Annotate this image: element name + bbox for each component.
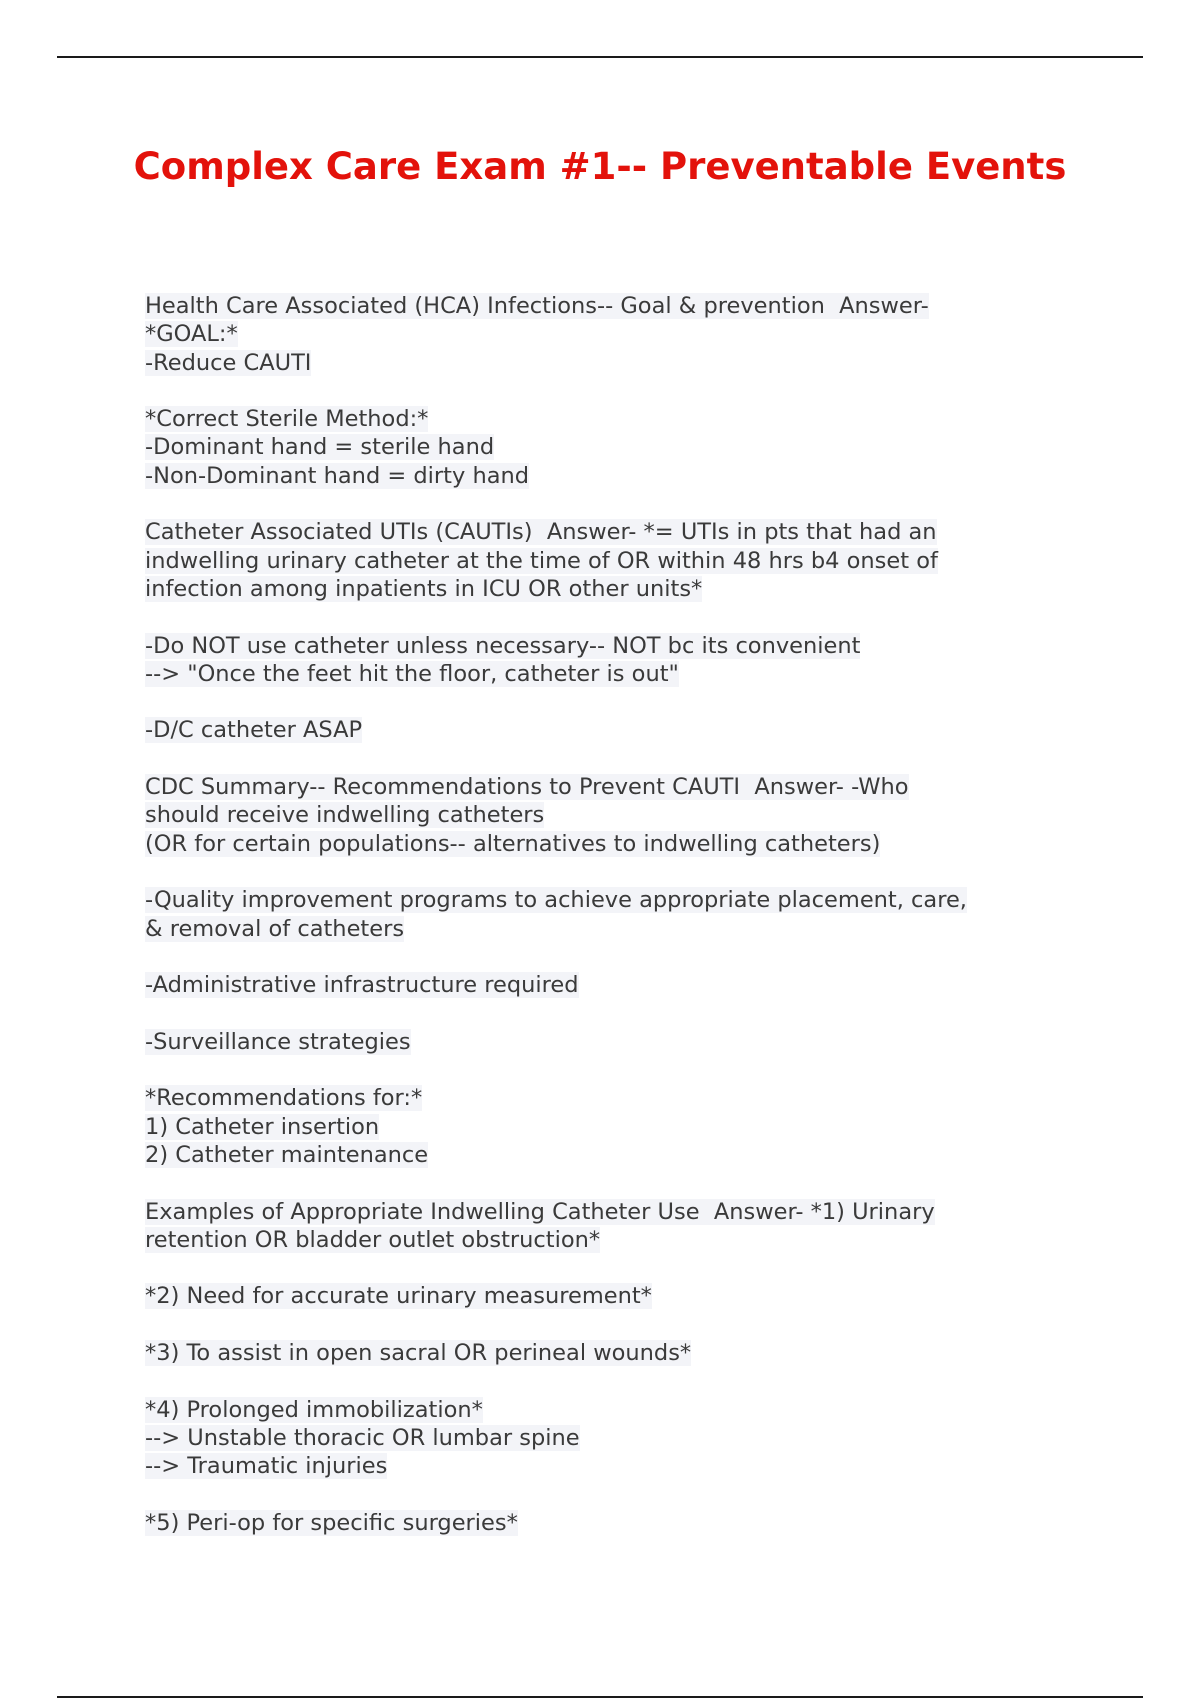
text-line-row — [145, 547, 1045, 575]
text-line-row — [145, 1452, 1045, 1480]
text-line: -Do NOT use catheter unless necessary-- NOT bc its convenient — [145, 632, 861, 659]
flashcard-block — [145, 405, 1045, 490]
text-line-row — [145, 801, 1045, 829]
text-line: Health Care Associated (HCA) Infections-- Goal & prevention Answer- — [145, 293, 929, 319]
text-line: -Administrative infrastructure required — [145, 972, 579, 999]
flashcard-block — [145, 1339, 1045, 1367]
flashcard-block — [145, 1509, 1045, 1537]
text-line-row — [145, 292, 1045, 320]
flashcard-block — [145, 716, 1045, 744]
text-line: --> Traumatic injuries — [145, 1453, 388, 1480]
text-line-row — [145, 575, 1045, 603]
text-line: --> "Once the feet hit the floor, catheter is out" — [145, 660, 679, 687]
text-line: -Quality improvement programs to achieve appropriate placement, care, — [145, 887, 967, 914]
text-line: should receive indwelling catheters — [145, 802, 545, 829]
top-rule — [57, 56, 1143, 58]
text-line: -Reduce CAUTI — [145, 349, 312, 376]
text-line: CDC Summary-- Recommendations to Prevent CAUTI Answer- -Who — [145, 774, 909, 801]
text-line-row — [145, 1113, 1045, 1141]
text-line: *Recommendations for:* — [145, 1085, 423, 1112]
text-line-row — [145, 1396, 1045, 1424]
text-line-row — [145, 433, 1045, 461]
flashcard-block — [145, 632, 1045, 689]
text-line-row — [145, 405, 1045, 433]
flashcard-block — [145, 1282, 1045, 1310]
text-line: Catheter Associated UTIs (CAUTIs) Answer- *= UTIs in pts that had an — [145, 519, 937, 546]
text-line: 1) Catheter insertion — [145, 1113, 380, 1140]
text-line: *2) Need for accurate urinary measurement* — [145, 1283, 652, 1310]
text-line-row — [145, 915, 1045, 943]
text-line-row — [145, 1282, 1045, 1310]
text-line: *3) To assist in open sacral OR perineal wounds* — [145, 1339, 692, 1366]
text-line: Examples of Appropriate Indwelling Catheter Use Answer- *1) Urinary — [145, 1198, 935, 1225]
text-line: -D/C catheter ASAP — [145, 717, 363, 744]
text-line: *4) Prolonged immobilization* — [145, 1396, 483, 1423]
text-line-row — [145, 716, 1045, 744]
flashcard-block — [145, 292, 1045, 377]
flashcard-block — [145, 1396, 1045, 1481]
text-line-row — [145, 632, 1045, 660]
text-line-row — [145, 320, 1045, 348]
text-line-row — [145, 773, 1045, 801]
text-line: *5) Peri-op for specific surgeries* — [145, 1509, 518, 1536]
text-line-row — [145, 660, 1045, 688]
flashcard-block — [145, 886, 1045, 943]
text-line-row — [145, 1424, 1045, 1452]
text-line: -Non-Dominant hand = dirty hand — [145, 462, 530, 489]
text-line: indwelling urinary catheter at the time of OR within 48 hrs b4 onset of — [145, 547, 938, 574]
text-line: retention OR bladder outlet obstruction* — [145, 1226, 601, 1253]
text-line-row — [145, 462, 1045, 490]
flashcard-block — [145, 1028, 1045, 1056]
text-line-row — [145, 1141, 1045, 1169]
text-line-row — [145, 1028, 1045, 1056]
text-line-row — [145, 1084, 1045, 1112]
text-line: *GOAL:* — [145, 321, 238, 348]
flashcard-block — [145, 971, 1045, 999]
text-line: *Correct Sterile Method:* — [145, 406, 429, 433]
text-line-row — [145, 886, 1045, 914]
text-line-row — [145, 1198, 1045, 1226]
text-line: 2) Catheter maintenance — [145, 1141, 429, 1168]
text-line: & removal of catheters — [145, 915, 405, 942]
document-body — [145, 292, 1045, 1565]
text-line: --> Unstable thoracic OR lumbar spine — [145, 1424, 580, 1451]
text-line-row — [145, 349, 1045, 377]
text-line: -Surveillance strategies — [145, 1028, 411, 1055]
flashcard-block — [145, 518, 1045, 603]
bottom-rule — [57, 1696, 1143, 1698]
text-line-row — [145, 1509, 1045, 1537]
text-line: -Dominant hand = sterile hand — [145, 434, 495, 461]
flashcard-block — [145, 1198, 1045, 1255]
text-line-row — [145, 518, 1045, 546]
text-line-row — [145, 830, 1045, 858]
text-line-row — [145, 1339, 1045, 1367]
text-line: (OR for certain populations-- alternatives to indwelling catheters) — [145, 830, 881, 857]
text-line-row — [145, 1226, 1045, 1254]
text-line-row — [145, 971, 1045, 999]
flashcard-block — [145, 1084, 1045, 1169]
text-line: infection among inpatients in ICU OR other units* — [145, 575, 703, 602]
flashcard-block — [145, 773, 1045, 858]
page-title: Complex Care Exam #1-- Preventable Events — [133, 145, 1067, 188]
